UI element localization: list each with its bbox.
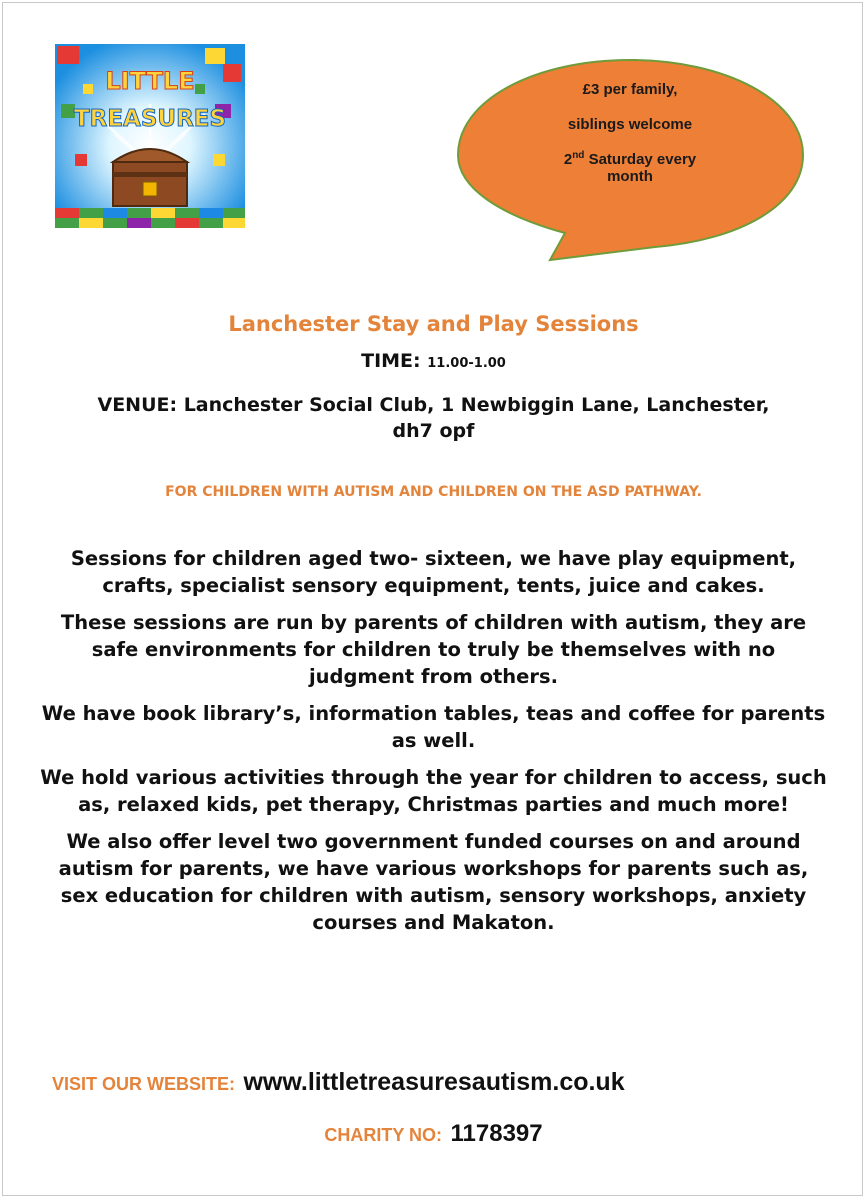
charity-number: 1178397 [450, 1120, 543, 1147]
logo-artwork [55, 44, 245, 228]
audience-note: FOR CHILDREN WITH AUTISM AND CHILDREN ON THE ASD PATHWAY. [165, 484, 702, 500]
time-line [40, 350, 827, 372]
bubble-ordinal-suffix: nd [572, 150, 585, 161]
website-label: VISIT OUR WEBSITE: [52, 1074, 236, 1094]
paragraph-sessions: Sessions for children aged two- sixteen, we have play equipment, crafts, specialist sensory equipment, tents, juice and cakes. [70, 547, 797, 597]
time-label: TIME: [361, 350, 421, 372]
paragraph-courses: We also offer level two government funded courses on and around autism for parents, we have various workshops for parents such as, sex education for children with autism, sensory workshops, anxiety courses and Makaton. [58, 830, 809, 934]
bubble-month: month [607, 168, 653, 185]
charity-line [40, 1120, 827, 1148]
venue-address-line2: dh7 opf [392, 420, 475, 442]
venue-label: VENUE: [97, 394, 178, 416]
description-body [40, 545, 827, 946]
page-title: Lanchester Stay and Play Sessions [228, 312, 639, 336]
little-treasures-logo [55, 44, 245, 228]
bubble-ordinal-number: 2 [563, 151, 573, 168]
website-line [52, 1068, 832, 1097]
website-url[interactable]: www.littletreasuresautism.co.uk [243, 1068, 625, 1096]
paragraph-run-by-parents: These sessions are run by parents of children with autism, they are safe environments for children to truly be themselves with no judgment from others. [60, 611, 807, 688]
venue-address-line1: Lanchester Social Club, 1 Newbiggin Lane, Lanchester, [183, 394, 770, 416]
time-value: 11.00-1.00 [427, 356, 506, 371]
logo-text-little: LITTLE [105, 67, 195, 95]
bubble-text [515, 73, 745, 185]
bubble-price: £3 per family, [582, 81, 678, 98]
bubble-siblings: siblings welcome [567, 116, 693, 133]
bubble-schedule [515, 151, 745, 168]
paragraph-library: We have book library’s, information tables, teas and coffee for parents as well. [41, 702, 826, 752]
venue-block [40, 392, 827, 444]
price-speech-bubble [455, 55, 805, 265]
paragraph-activities: We hold various activities through the year for children to access, such as, relaxed kids, pet therapy, Christmas parties and much more! [40, 766, 827, 816]
logo-text-treasures: TREASURES [73, 106, 227, 132]
bubble-schedule-rest: Saturday every [584, 151, 697, 168]
charity-label: CHARITY NO: [324, 1125, 443, 1145]
